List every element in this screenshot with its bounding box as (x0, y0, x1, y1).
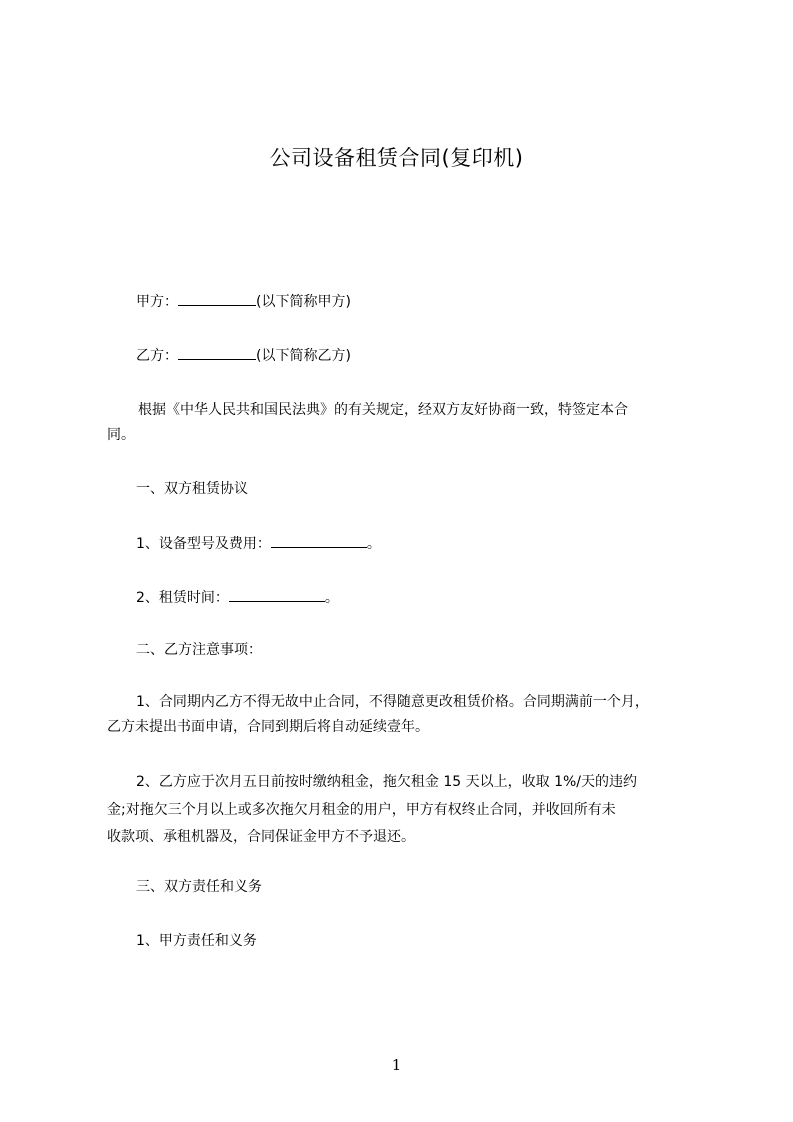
party-b-line (136, 345, 351, 366)
section-2-item-2-line-1: 2、乙方应于次月五日前按时缴纳租金，拖欠租金 15 天以上，收取 1%/天的违约 (136, 774, 637, 790)
equipment-model-blank (271, 533, 367, 548)
party-a-label: 甲方： (136, 294, 178, 310)
section-2-item-1-line-2: 乙方未提出书面申请，合同到期后将自动延续壹年。 (107, 719, 429, 735)
section-3-item-1: 1、甲方责任和义务 (136, 933, 257, 949)
party-b-suffix: (以下简称乙方) (256, 348, 351, 364)
document-title: 公司设备租赁合同(复印机) (269, 146, 524, 170)
section-3-heading: 三、双方责任和义务 (136, 879, 262, 895)
equipment-model-label: 1、设备型号及费用： (136, 536, 271, 552)
section-2-heading: 二、乙方注意事项： (136, 642, 262, 658)
section-1-item-1 (136, 533, 381, 554)
section-1-item-2 (136, 587, 339, 608)
section-2-item-1-line-1: 1、合同期内乙方不得无故中止合同，不得随意更改租赁价格。合同期满前一个月， (136, 694, 649, 710)
party-a-suffix: (以下简称甲方) (256, 294, 351, 310)
equipment-model-suffix: 。 (366, 536, 381, 552)
lease-period-blank (229, 587, 325, 602)
preamble-line-2: 同。 (107, 427, 135, 443)
lease-period-suffix: 。 (324, 590, 339, 606)
party-b-blank (178, 345, 256, 360)
section-2-item-2-line-2: 金;对拖欠三个月以上或多次拖欠月租金的用户，甲方有权终止合同，并收回所有未 (107, 802, 616, 818)
party-a-blank (178, 291, 256, 306)
page-number: 1 (391, 1056, 402, 1074)
preamble-line-1: 根据《中华人民共和国民法典》的有关规定，经双方友好协商一致，特签定本合 (138, 402, 628, 418)
party-b-label: 乙方： (136, 348, 178, 364)
section-2-item-2-line-3: 收款项、承租机器及，合同保证金甲方不予退还。 (107, 829, 415, 845)
lease-period-label: 2、租赁时间： (136, 590, 229, 606)
section-1-heading: 一、双方租赁协议 (136, 481, 248, 497)
party-a-line (136, 291, 351, 312)
